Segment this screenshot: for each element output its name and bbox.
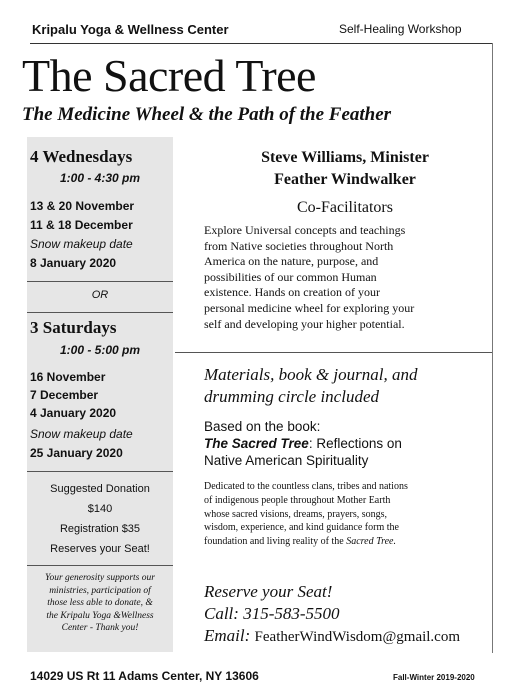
email-address[interactable]: FeatherWindWisdom@gmail.com [254,629,461,645]
generosity-line: Center - Thank you! [61,623,139,633]
description-line: Explore Universal concepts and teachings [204,223,406,237]
phone-number: Call: 315-583-5500 [204,604,340,623]
generosity-line: those less able to donate, & [47,598,153,608]
materials-line: Materials, book & journal, and [204,365,418,384]
description-line: America on the nature, purpose, and [204,254,379,269]
saturday-makeup-label: Snow makeup date [30,427,133,441]
main-divider [175,352,492,353]
description-line: personal medicine wheel for exploring your [204,300,415,315]
wednesdays-time: 1:00 - 4:30 pm [59,171,141,185]
wednesday-dates-1: 13 & 20 November [30,199,135,213]
wednesday-dates-2: 11 & 18 December [30,218,133,232]
saturday-date-3: 4 January 2020 [30,406,117,420]
book-title: The Sacred Tree [204,436,309,451]
generosity-line: ministries, participation of [49,585,151,596]
sidebar-divider [27,565,173,566]
sidebar-divider [27,312,173,313]
donation-label: Suggested Donation [50,483,150,495]
description-line: possibilities of our common Human [204,269,377,284]
or-label: OR [91,289,109,301]
wednesday-makeup-date: 8 January 2020 [30,256,117,270]
book-subtitle-line: Native American Spirituality [204,453,369,468]
footer-address: 14029 US Rt 11 Adams Center, NY 13606 [30,669,259,683]
facilitators [200,147,490,191]
dedication-text [204,480,486,549]
generosity-note [30,572,170,635]
saturdays-heading: 3 Saturdays [30,318,117,337]
saturdays-time: 1:00 - 5:00 pm [59,343,141,357]
donation-amount: $140 [87,503,113,515]
header-divider [30,43,492,44]
dedication-line: whose sacred visions, dreams, prayers, songs, [204,508,388,520]
registration-fee: Registration $35 [59,523,141,535]
based-on-label: Based on the book: [204,419,321,434]
description-line: existence. Hands on creation of your [204,285,380,300]
email-label: Email: [204,626,255,645]
reserve-seat-note: Reserves your Seat! [50,543,150,555]
facilitator-name: Feather Windwalker [274,171,416,188]
dedication-book-title: Sacred Tree. [346,536,396,548]
description-line: self and developing your higher potential. [204,316,405,331]
organization-name: Kripalu Yoga & Wellness Center [32,22,229,37]
dedication-line: Dedicated to the countless clans, tribes and nations [204,481,408,492]
book-subtitle: : Reflections on [308,436,402,451]
right-border-line [492,43,493,653]
description-line: from Native societies throughout North [204,238,394,253]
dedication-line: wisdom, experience, and kind guidance form the [204,522,399,534]
materials-line: drumming circle included [204,387,379,406]
page-subtitle: The Medicine Wheel & the Path of the Feather [22,104,392,125]
saturday-makeup-date: 25 January 2020 [30,446,123,460]
generosity-line: Your generosity supports our [45,573,155,583]
saturday-date-2: 7 December [30,388,99,402]
facilitator-name: Steve Williams, Minister [261,149,429,166]
sidebar-divider [27,471,173,472]
event-type: Self-Healing Workshop [339,22,462,36]
cofacilitators-label: Co-Facilitators [297,199,393,216]
dedication-line: foundation and living reality of the [204,536,347,548]
saturday-date-1: 16 November [30,370,106,384]
page-title: The Sacred Tree [22,50,316,101]
wednesday-makeup-label: Snow makeup date [30,237,133,251]
generosity-line: the Kripalu Yoga &Wellness [46,610,154,621]
footer-season: Fall-Winter 2019-2020 [393,673,475,682]
materials-note [204,364,486,408]
sidebar-divider [27,281,173,282]
reserve-heading: Reserve your Seat! [204,582,333,601]
book-reference [204,418,486,469]
workshop-description [204,223,486,332]
reserve-block [204,581,486,648]
wednesdays-heading: 4 Wednesdays [30,147,133,166]
dedication-line: of indigenous people throughout Mother Earth [204,494,391,506]
